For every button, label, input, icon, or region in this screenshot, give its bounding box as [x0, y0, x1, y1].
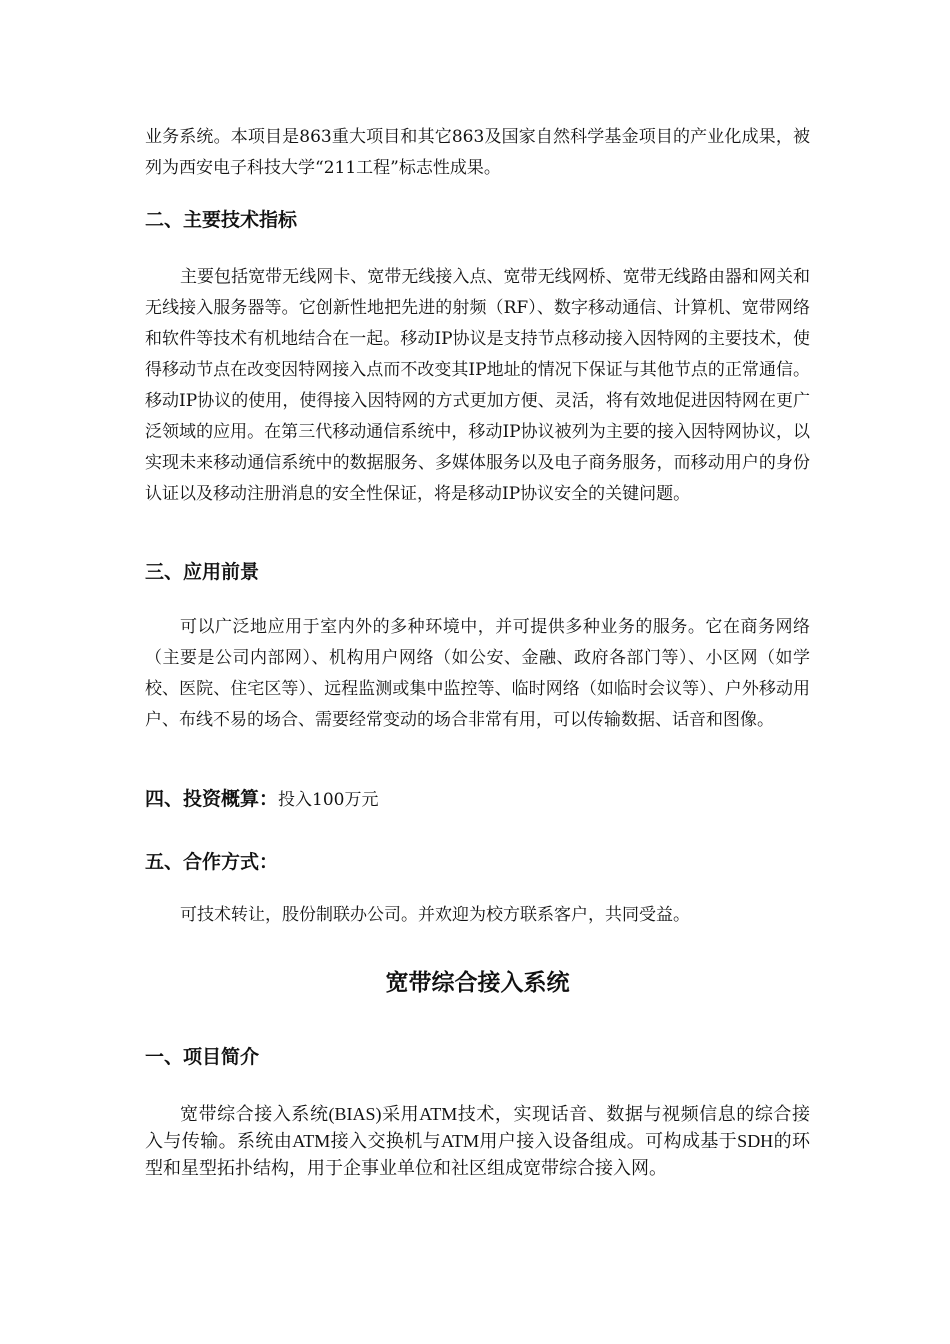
section-heading-investment: [145, 784, 378, 816]
section-heading-cooperation: 五、合作方式：: [145, 851, 279, 873]
investment-heading-label: 四、投资概算：: [145, 788, 279, 810]
investment-value: 投入100万元: [278, 790, 379, 810]
section-heading-project-intro: 一、项目简介: [145, 1046, 260, 1068]
section-heading-technical-specs: 二、主要技术指标: [145, 209, 298, 231]
application-prospects-paragraph: 可以广泛地应用于室内外的多种环境中，并可提供多种业务的服务。它在商务网络（主要是公司内部网）、机构用户网络（如公安、金融、政府各部门等）、小区网（如学校、医院、住宅区等）、远程监测或集中监控等、临时网络（如临时会议等）、户外移动用户、布线不易的场合、需要经常变动的场合非常有用，可以传输数据、话音和图像。: [145, 617, 810, 730]
technical-specs-paragraph: 主要包括宽带无线网卡、宽带无线接入点、宽带无线网桥、宽带无线路由器和网关和无线接入服务器等。它创新性地把先进的射频（RF）、数字移动通信、计算机、宽带网络和软件等技术有机地结合在一起。移动IP协议是支持节点移动接入因特网的主要技术，使得移动节点在改变因特网接入点而不改变其IP地址的情况下保证与其他节点的正常通信。移动IP协议的使用，使得接入因特网的方式更加方便、灵活，将有效地促进因特网在更广泛领域的应用。在第三代移动通信系统中，移动IP协议被列为主要的接入因特网协议，以实现未来移动通信系统中的数据服务、多媒体服务以及电子商务服务，而移动用户的身份认证以及移动注册消息的安全性保证，将是移动IP协议安全的关键问题。: [145, 267, 810, 504]
intro-paragraph: 业务系统。本项目是863重大项目和其它863及国家自然科学基金项目的产业化成果，被列为西安电子科技大学“211工程”标志性成果。: [145, 127, 810, 178]
project-title: 宽带综合接入系统: [385, 970, 570, 996]
section-heading-application-prospects: 三、应用前景: [145, 561, 260, 583]
cooperation-paragraph: 可技术转让，股份制联办公司。并欢迎为校方联系客户，共同受益。: [180, 905, 690, 925]
project-intro-paragraph: 宽带综合接入系统(BIAS)采用ATM技术，实现话音、数据与视频信息的综合接入与传输。系统由ATM接入交换机与ATM用户接入设备组成。可构成基于SDH的环型和星型拓扑结构，用于企事业单位和社区组成宽带综合接入网。: [145, 1104, 810, 1178]
